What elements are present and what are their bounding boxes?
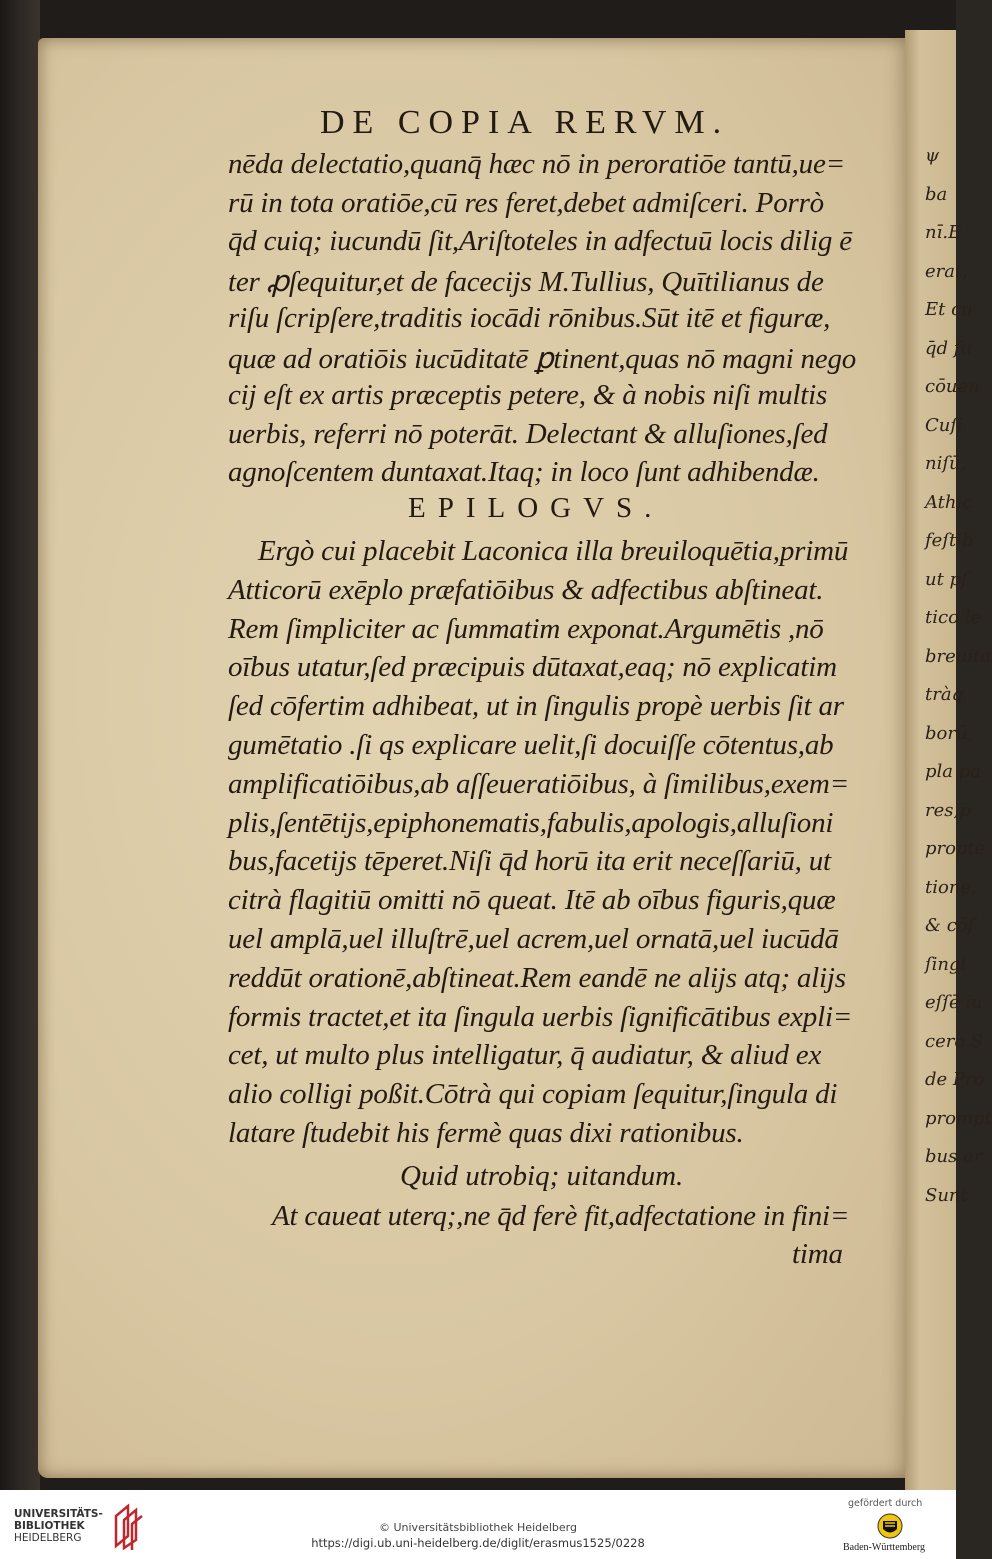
- facing-page-text: ba: [925, 183, 948, 205]
- text-line: q̄d cuiq; iucundū ſit,Ariſtoteles in adfectuū locis dilig ē: [228, 225, 852, 257]
- facing-page-text: ut pſ: [925, 568, 968, 590]
- facing-page-text: Sunt: [925, 1184, 968, 1206]
- facing-page-text: ſingl: [925, 953, 967, 975]
- text-line: ſed cōfertim adhibeat, ut in ſingulis propè uerbis ſit ar: [228, 690, 844, 723]
- text-line: alio colligi poßit.Cōtrà qui copiam ſequitur,ſingula di: [228, 1078, 838, 1111]
- copyright-notice: © Universitätsbibliothek Heidelberg: [378, 1521, 577, 1534]
- library-name: UNIVERSITÄTS- BIBLIOTHEK HEIDELBERG: [14, 1508, 103, 1544]
- facing-page-text: tràq: [925, 684, 964, 705]
- text-line: citrà flagitiū omitti nō queat. Itē ab oībus figuris,quæ: [228, 884, 836, 917]
- viewer-footer: [0, 1490, 956, 1559]
- text-line: plis,ſentētijs,epiphonematis,fabulis,apologis,alluſioni: [228, 806, 834, 839]
- facing-page-text: eſſē iu: [925, 992, 983, 1013]
- text-line: cet, ut multo plus intelligatur, q̄ audiatur, & aliud ex: [228, 1039, 822, 1072]
- facing-page-text: ψ: [925, 145, 940, 166]
- facing-page-text: q̄d ſu: [925, 337, 973, 359]
- text-line: uerbis, referri nō poterāt. Delectant & alluſiones,ſed: [228, 417, 828, 450]
- sub-heading: Quid utrobiq; uitandum.: [400, 1160, 684, 1192]
- facing-page-text: Cuſi: [925, 414, 963, 436]
- facing-page-text: & cōſ: [925, 915, 975, 936]
- text-line: Rem ſimpliciter ac ſummatim exponat.Argumētis ,nō: [228, 612, 824, 645]
- section-heading: EPILOGVS.: [408, 492, 664, 524]
- facing-page-text: bus ar: [925, 1146, 983, 1167]
- facing-page-text: nī.E: [925, 222, 962, 243]
- text-line: tima: [792, 1238, 843, 1270]
- facing-page-text: feſtib: [925, 530, 974, 551]
- facing-page-text: Athic: [925, 491, 973, 513]
- text-line: rū in tota oratiōe,cū res feret,debet admiſceri. Porrò: [228, 186, 824, 219]
- funder-name: Baden-Württemberg: [843, 1542, 926, 1553]
- text-line: At caueat uterq;,ne q̄d ferè fit,adfectatione in fini=: [272, 1200, 850, 1232]
- text-line: Atticorū exēplo præfatiōibus & adfectibus abſtineat.: [228, 573, 824, 606]
- text-line: ter ꝓſequitur,et de facecijs M.Tullius, Quītilianus de: [228, 265, 824, 298]
- facing-page-text: borū,: [925, 722, 974, 744]
- facing-page-text: cōuen: [925, 376, 980, 397]
- facing-page-text: tico le: [925, 607, 982, 628]
- text-line: gumētatio .ſi qs explicare uelit,ſi docuiſſe cōtentus,ab: [228, 729, 834, 761]
- facing-page-text: res,p: [925, 799, 971, 821]
- text-line: oībus utatur,ſed præcipuis dūtaxat,eaq; nō explicatim: [228, 651, 837, 684]
- facing-page-text: niſū,: [925, 453, 967, 474]
- facing-page-text: de Pro: [925, 1069, 985, 1090]
- text-line: amplificatiōibus,ab aſſeueratiōibus, à ſimilibus,exem=: [228, 767, 849, 800]
- text-line: latare ſtudebit his fermè quas dixi rationibus.: [228, 1117, 744, 1149]
- text-line: nēda delectatio,quanq̄ hæc nō in peroratiōe tantū,ue=: [228, 148, 845, 180]
- text-line: formis tractet,et ita ſingula uerbis ſignificātibus expli=: [228, 1000, 853, 1033]
- text-line: riſu ſcripſere,traditis iocādi rōnibus.Sūt itē et figuræ,: [228, 302, 831, 334]
- text-line: agnoſcentem duntaxat.Itaq; in loco ſunt adhibendæ.: [228, 456, 820, 488]
- facing-page-text: propte: [925, 838, 986, 859]
- text-line: Ergò cui placebit Laconica illa breuiloquētia,primū: [258, 535, 849, 567]
- facing-page-text: erat,: [925, 260, 968, 282]
- facing-page-text: Et cu: [925, 299, 973, 320]
- facing-page-text: breuita: [925, 645, 992, 667]
- book-binding: [0, 0, 40, 1490]
- funding-label: gefördert durch: [848, 1498, 923, 1509]
- text-line: uel amplā,uel illuſtrē,uel acrem,uel ornatā,uel iucūdā: [228, 923, 839, 955]
- facing-page-edge: [905, 30, 992, 1490]
- text-line: quæ ad oratiōis iucūditatē ꝑtinent,quas nō magni nego: [228, 342, 857, 375]
- facing-page-text: prompt: [925, 1107, 992, 1129]
- text-line: cij eſt ex artis præceptis petere, & à nobis niſi multis: [228, 379, 828, 411]
- facing-page-text: pla pa: [925, 761, 981, 782]
- facing-page-text: cero.S: [925, 1030, 983, 1052]
- facing-page-text: tione,: [925, 876, 977, 898]
- running-head: DE COPIA RERVM.: [320, 104, 730, 141]
- text-line: reddūt orationē,abſtineat.Rem eandē ne alijs atq; alijs: [228, 961, 846, 994]
- text-line: bus,facetijs tēperet.Niſi q̄d horū ita erit neceſſariū, ut: [228, 845, 831, 878]
- permalink[interactable]: https://digi.ub.uni-heidelberg.de/diglit/erasmus1525/0228: [311, 1536, 645, 1550]
